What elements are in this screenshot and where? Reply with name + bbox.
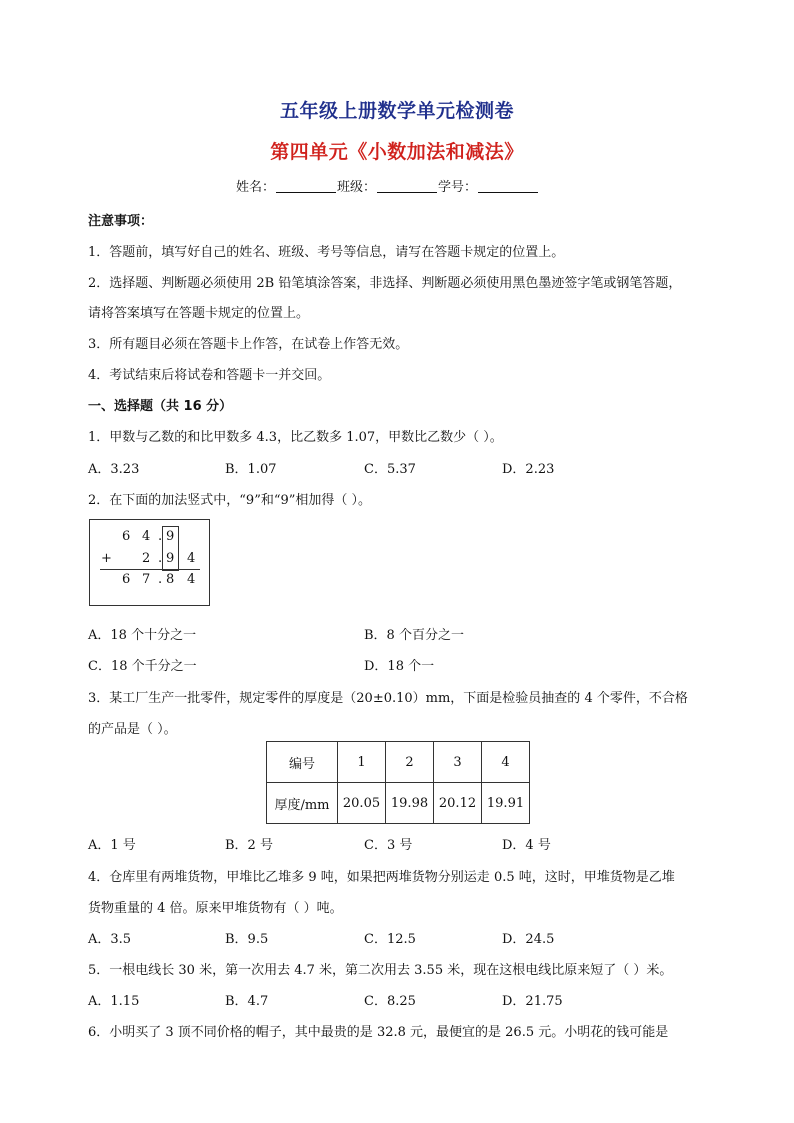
table-cell: 3 xyxy=(434,742,482,783)
q5-option-c[interactable]: C．8.25 xyxy=(364,994,416,1009)
q1-option-d[interactable]: D．2.23 xyxy=(502,462,555,477)
digit: 4 xyxy=(187,551,196,566)
q3-option-d[interactable]: D．4 号 xyxy=(502,838,551,853)
q4-option-c[interactable]: C．12.5 xyxy=(364,932,416,947)
q4-option-a[interactable]: A．3.5 xyxy=(88,932,132,947)
class-blank[interactable] xyxy=(377,180,437,193)
table-cell: 19.91 xyxy=(482,783,530,824)
q2-option-c[interactable]: C．18 个千分之一 xyxy=(88,659,197,674)
question-3-text: 3．某工厂生产一批零件，规定零件的厚度是（20±0.10）mm，下面是检验员抽查的 4 个零件，不合格 xyxy=(88,691,688,706)
q4-option-d[interactable]: D．24.5 xyxy=(502,932,555,947)
table-header-cell: 厚度/mm xyxy=(267,783,338,824)
highlight-box xyxy=(162,526,179,571)
table-cell: 2 xyxy=(386,742,434,783)
q5-option-d[interactable]: D．21.75 xyxy=(502,994,563,1009)
notes-heading: 注意事项： xyxy=(88,214,154,229)
q3-option-c[interactable]: C．3 号 xyxy=(364,838,413,853)
sum-line xyxy=(100,569,200,570)
note-item: 3．所有题目必须在答题卡上作答，在试卷上作答无效。 xyxy=(88,337,409,352)
digit: 4 xyxy=(187,572,196,587)
name-label: 姓名： xyxy=(236,180,276,195)
q2-option-b[interactable]: B．8 个百分之一 xyxy=(364,628,464,643)
student-info-line xyxy=(236,176,539,195)
table-cell: 1 xyxy=(338,742,386,783)
q1-option-c[interactable]: C．5.37 xyxy=(364,462,416,477)
note-item: 1．答题前，填写好自己的姓名、班级、考号等信息，请写在答题卡规定的位置上。 xyxy=(88,245,565,260)
exam-title: 五年级上册数学单元检测卷 xyxy=(279,100,514,122)
q4-option-b[interactable]: B．9.5 xyxy=(225,932,269,947)
plus-sign: + xyxy=(101,551,112,566)
digit: 9 xyxy=(166,551,175,566)
table-cell: 20.12 xyxy=(434,783,482,824)
decimal-point: . xyxy=(158,551,163,566)
table-header-cell: 编号 xyxy=(267,742,338,783)
question-4-text-cont: 货物重量的 4 倍。原来甲堆货物有（ ）吨。 xyxy=(88,901,343,916)
q1-option-a[interactable]: A．3.23 xyxy=(88,462,140,477)
table-row xyxy=(267,742,530,783)
exam-subtitle: 第四单元《小数加法和减法》 xyxy=(270,141,524,163)
question-1-text: 1．甲数与乙数的和比甲数多 4.3，比乙数多 1.07，甲数比乙数少（ ）。 xyxy=(88,430,503,445)
digit: 2 xyxy=(142,551,151,566)
question-4-text: 4．仓库里有两堆货物，甲堆比乙堆多 9 吨，如果把两堆货物分别运走 0.5 吨，这时，甲堆货物是乙堆 xyxy=(88,870,675,885)
question-5-text: 5．一根电线长 30 米，第一次用去 4.7 米，第二次用去 3.55 米，现在这根电线比原来短了（ ）米。 xyxy=(88,963,673,978)
q5-option-a[interactable]: A．1.15 xyxy=(88,994,140,1009)
q5-option-b[interactable]: B．4.7 xyxy=(225,994,269,1009)
q1-option-b[interactable]: B．1.07 xyxy=(225,462,277,477)
digit: 9 xyxy=(166,529,175,544)
class-label: 班级： xyxy=(337,180,377,195)
digit: 4 xyxy=(142,529,151,544)
number-label: 学号： xyxy=(438,180,478,195)
number-blank[interactable] xyxy=(478,180,538,193)
decimal-point: . xyxy=(158,572,163,587)
table-row xyxy=(267,783,530,824)
q3-option-b[interactable]: B．2 号 xyxy=(225,838,273,853)
table-cell: 4 xyxy=(482,742,530,783)
vertical-addition-figure xyxy=(89,519,210,606)
question-3-text-cont: 的产品是（ ）。 xyxy=(88,722,177,737)
note-item: 2．选择题、判断题必须使用 2B 铅笔填涂答案，非选择、判断题必须使用黑色墨迹签字笔或钢笔答题， xyxy=(88,276,682,291)
decimal-point: . xyxy=(158,529,163,544)
note-item: 4．考试结束后将试卷和答题卡一并交回。 xyxy=(88,368,331,383)
thickness-table xyxy=(266,741,530,824)
digit: 6 xyxy=(122,572,131,587)
digit: 8 xyxy=(166,572,175,587)
name-blank[interactable] xyxy=(276,180,336,193)
digit: 7 xyxy=(142,572,151,587)
question-2-text: 2．在下面的加法竖式中，“9”和“9”相加得（ ）。 xyxy=(88,493,372,508)
section-heading-choice: 一、选择题（共 16 分） xyxy=(88,399,233,414)
q3-option-a[interactable]: A．1 号 xyxy=(88,838,136,853)
table-cell: 20.05 xyxy=(338,783,386,824)
digit: 6 xyxy=(122,529,131,544)
q2-option-d[interactable]: D．18 个一 xyxy=(364,659,435,674)
question-6-text: 6．小明买了 3 顶不同价格的帽子，其中最贵的是 32.8 元，最便宜的是 26.5 元。小明花的钱可能是 xyxy=(88,1025,669,1040)
q2-option-a[interactable]: A．18 个十分之一 xyxy=(88,628,197,643)
note-item: 请将答案填写在答题卡规定的位置上。 xyxy=(88,306,310,321)
table-cell: 19.98 xyxy=(386,783,434,824)
